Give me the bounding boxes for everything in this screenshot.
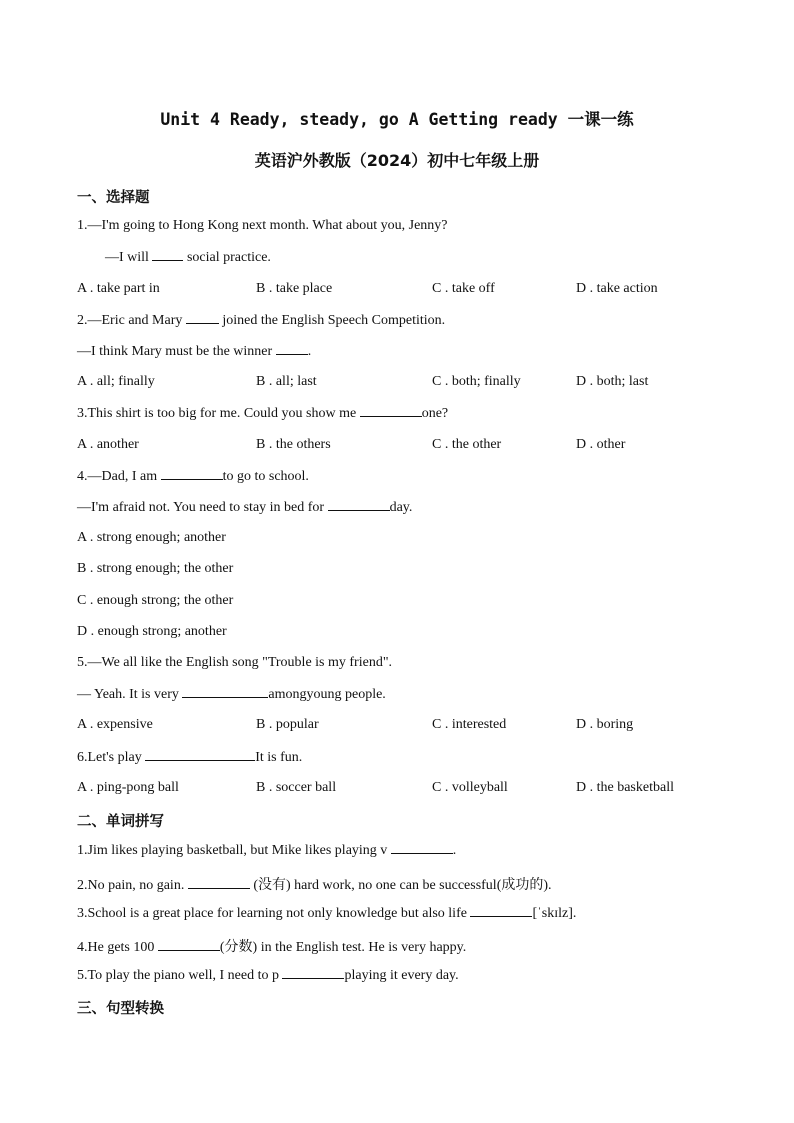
spelling-item-3 (77, 905, 576, 922)
spelling-item-5-part2: playing it every day. (344, 968, 459, 983)
q6-option-a[interactable]: A . ping-pong ball (77, 780, 179, 795)
question-3-stem-part2: one? (421, 406, 449, 421)
q1-option-c[interactable]: C . take off (432, 281, 495, 296)
spelling-item-1-part1: 1.Jim likes playing basketball, but Mike likes playing v (77, 843, 391, 858)
answer-blank[interactable] (188, 877, 250, 889)
title-line-2: 英语沪外教版（2024）初中七年级上册 (254, 151, 540, 170)
question-5-response (77, 686, 386, 703)
question-2-stem (77, 312, 445, 329)
answer-blank[interactable] (182, 686, 268, 698)
answer-blank[interactable] (328, 499, 390, 511)
question-6-stem-part2: It is fun. (255, 750, 303, 765)
q2-option-b[interactable]: B . all; last (256, 374, 317, 389)
q4-option-c[interactable]: C . enough strong; the other (77, 593, 234, 608)
question-2-stem-part1: 2.—Eric and Mary (77, 313, 186, 328)
question-4-response (77, 499, 412, 516)
question-4-response-part1: —I'm afraid not. You need to stay in bed for (77, 500, 328, 515)
answer-blank[interactable] (391, 842, 453, 854)
spelling-item-3-part1: 3.School is a great place for learning not only knowledge but also life (77, 906, 471, 921)
answer-blank[interactable] (470, 905, 532, 917)
q3-option-a[interactable]: A . another (77, 437, 139, 452)
answer-blank[interactable] (152, 249, 183, 261)
question-2-response (77, 343, 311, 360)
answer-blank[interactable] (276, 343, 308, 355)
q1-option-b[interactable]: B . take place (256, 281, 333, 296)
q5-option-d[interactable]: D . boring (576, 717, 634, 732)
question-1-stem: 1.—I'm going to Hong Kong next month. What about you, Jenny? (77, 218, 448, 233)
section-heading-choice: 一、选择题 (77, 190, 150, 206)
q6-option-c[interactable]: C . volleyball (432, 780, 508, 795)
q3-option-d[interactable]: D . other (576, 437, 626, 452)
answer-blank[interactable] (145, 749, 255, 761)
q5-option-b[interactable]: B . popular (256, 717, 319, 732)
question-2-response-part2: . (307, 344, 312, 359)
spelling-item-1 (77, 842, 456, 859)
spelling-item-2-part2: (没有) hard work, no one can be successful(成功的). (249, 878, 552, 893)
q1-option-d[interactable]: D . take action (576, 281, 658, 296)
question-3-stem-part1: 3.This shirt is too big for me. Could you show me (77, 406, 360, 421)
q4-option-d[interactable]: D . enough strong; another (77, 624, 227, 639)
question-5-response-part1: — Yeah. It is very (77, 687, 183, 702)
answer-blank[interactable] (186, 312, 219, 324)
question-5-stem: 5.—We all like the English song "Trouble is my friend". (77, 655, 393, 670)
q5-option-a[interactable]: A . expensive (77, 717, 153, 732)
question-4-stem-part2: to go to school. (222, 469, 309, 484)
answer-blank[interactable] (282, 967, 344, 979)
q2-option-c[interactable]: C . both; finally (432, 374, 521, 389)
q6-option-d[interactable]: D . the basketball (576, 780, 674, 795)
question-1-response-part1: —I will (105, 250, 153, 265)
q6-option-b[interactable]: B . soccer ball (256, 780, 337, 795)
q1-option-a[interactable]: A . take part in (77, 281, 160, 296)
spelling-item-1-part2: . (452, 843, 457, 858)
q5-option-c[interactable]: C . interested (432, 717, 507, 732)
question-5-response-part2: amongyoung people. (268, 687, 386, 702)
question-4-stem (77, 468, 309, 485)
spelling-item-4-part2: (分数) in the English test. He is very happy. (219, 940, 467, 955)
answer-blank[interactable] (158, 939, 220, 951)
section-heading-spelling: 二、单词拼写 (77, 814, 164, 830)
title-line-1: Unit 4 Ready, steady, go A Getting ready 一课一练 (160, 110, 634, 129)
question-2-response-part1: —I think Mary must be the winner (77, 344, 276, 359)
answer-blank[interactable] (161, 468, 223, 480)
spelling-item-4 (77, 936, 466, 956)
q4-option-a[interactable]: A . strong enough; another (77, 530, 226, 545)
spelling-item-5-part1: 5.To play the piano well, I need to p (77, 968, 283, 983)
section-heading-transformation: 三、句型转换 (77, 1001, 164, 1017)
question-1-response-part2: social practice. (186, 250, 271, 265)
spelling-item-2-part1: 2.No pain, no gain. (77, 878, 188, 893)
q3-option-b[interactable]: B . the others (256, 437, 331, 452)
question-6-stem-part1: 6.Let's play (77, 750, 146, 765)
answer-blank[interactable] (360, 405, 422, 417)
question-2-stem-part2: joined the English Speech Competition. (222, 313, 446, 328)
q3-option-c[interactable]: C . the other (432, 437, 502, 452)
spelling-item-4-part1: 4.He gets 100 (77, 940, 158, 955)
question-3-stem (77, 405, 448, 422)
question-4-response-part2: day. (389, 500, 413, 515)
spelling-item-3-part2: [ˈskɪlz]. (532, 906, 577, 921)
q2-option-d[interactable]: D . both; last (576, 374, 649, 389)
q2-option-a[interactable]: A . all; finally (77, 374, 155, 389)
q4-option-b[interactable]: B . strong enough; the other (77, 561, 234, 576)
spelling-item-5 (77, 967, 459, 984)
question-4-stem-part1: 4.—Dad, I am (77, 469, 161, 484)
question-6-stem (77, 749, 302, 766)
question-1-response (105, 249, 271, 266)
spelling-item-2 (77, 874, 552, 894)
